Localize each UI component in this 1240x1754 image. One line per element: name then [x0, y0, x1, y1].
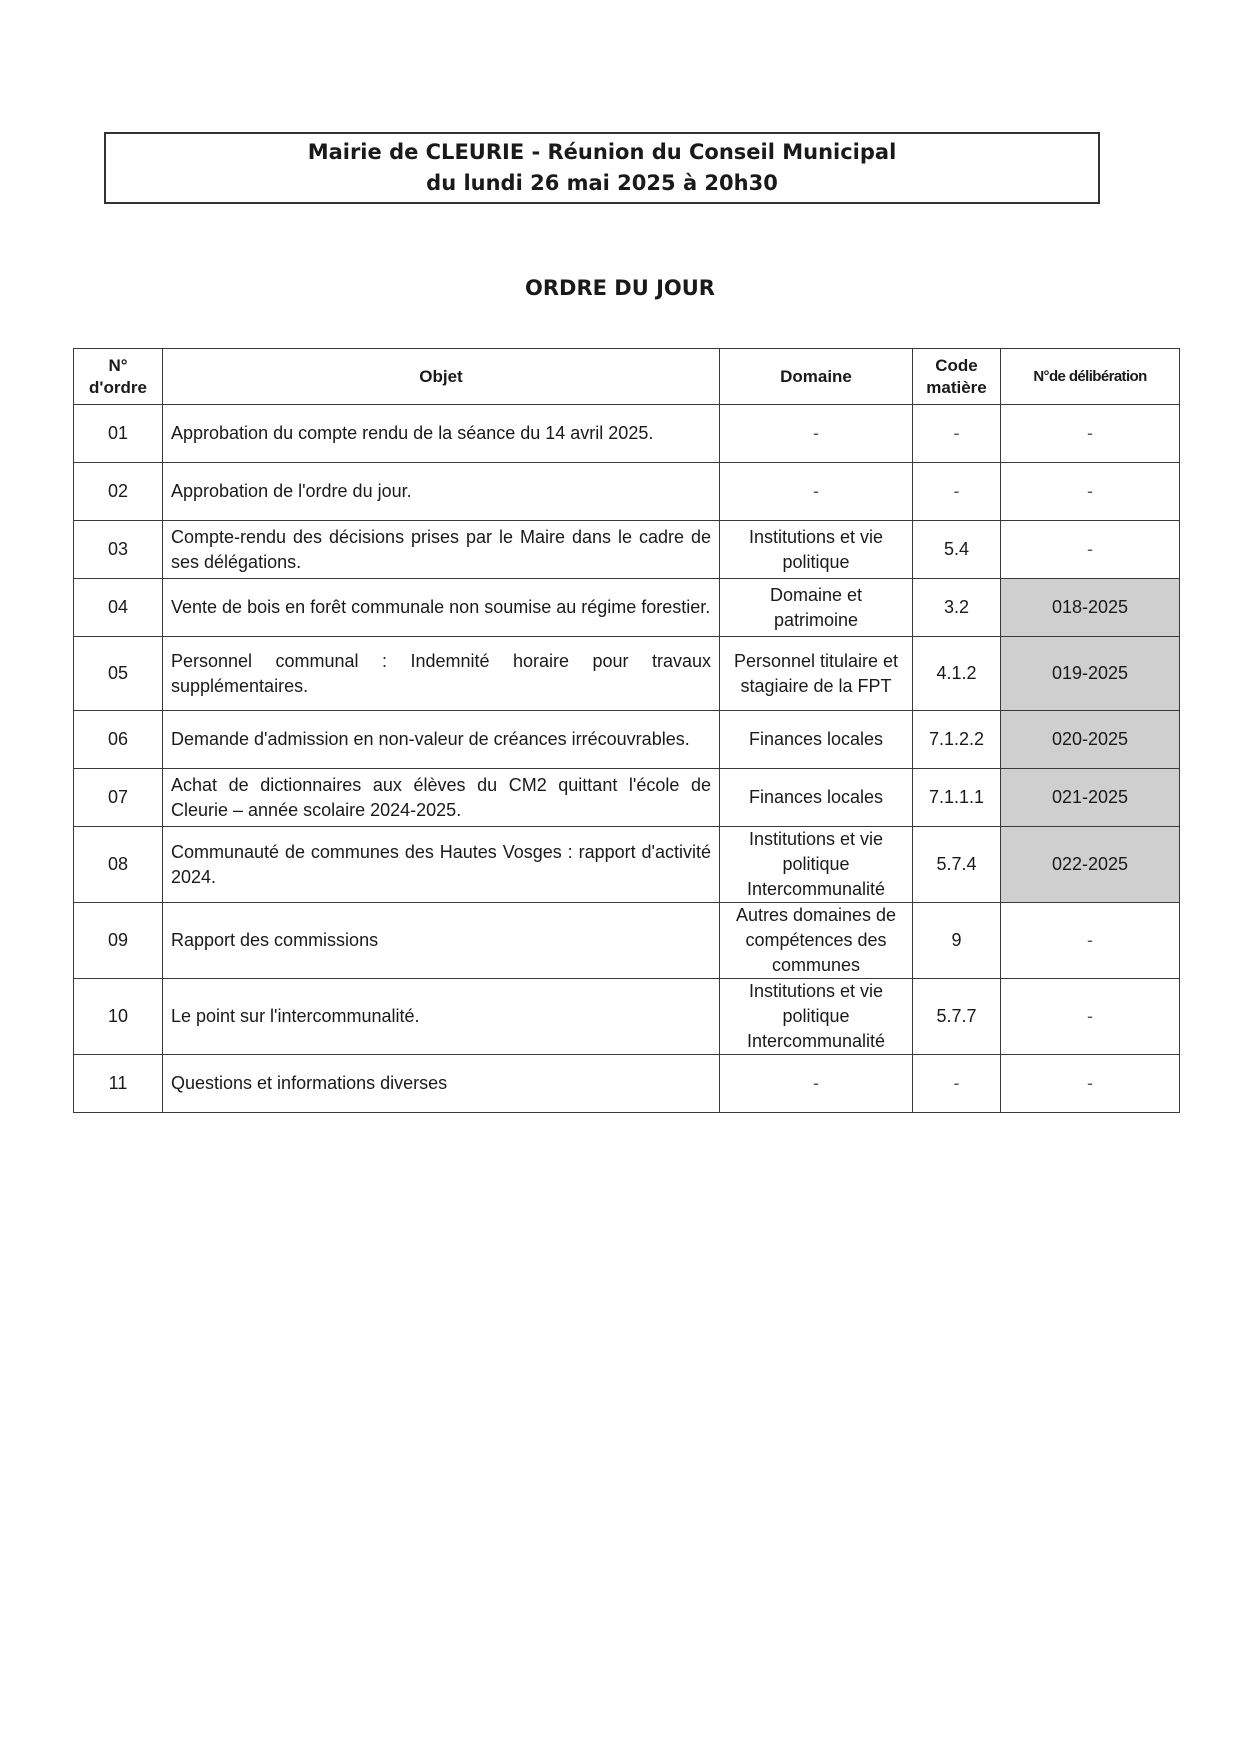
table-row	[74, 521, 1180, 579]
table-row	[74, 903, 1180, 979]
cell-code: -	[913, 1055, 1001, 1113]
cell-numero: 06	[74, 711, 163, 769]
cell-numero: 02	[74, 463, 163, 521]
table-row	[74, 579, 1180, 637]
cell-domaine: Domaine et patrimoine	[720, 579, 913, 637]
cell-domaine: Autres domaines de compétences des communes	[720, 903, 913, 979]
cell-domaine: Finances locales	[720, 769, 913, 827]
cell-objet: Compte-rendu des décisions prises par le Maire dans le cadre de ses délégations.	[163, 521, 720, 579]
table-row	[74, 1055, 1180, 1113]
cell-domaine: Personnel titulaire et stagiaire de la FPT	[720, 637, 913, 711]
cell-objet: Demande d'admission en non-valeur de créances irrécouvrables.	[163, 711, 720, 769]
cell-code: 5.4	[913, 521, 1001, 579]
table-row	[74, 711, 1180, 769]
cell-deliberation: 021-2025	[1001, 769, 1180, 827]
cell-deliberation: 020-2025	[1001, 711, 1180, 769]
cell-deliberation: 018-2025	[1001, 579, 1180, 637]
table-row	[74, 769, 1180, 827]
header-deliberation: N°de délibération	[1001, 349, 1180, 405]
cell-domaine: Finances locales	[720, 711, 913, 769]
cell-objet: Personnel communal : Indemnité horaire pour travaux supplémentaires.	[163, 637, 720, 711]
cell-numero: 11	[74, 1055, 163, 1113]
cell-objet: Approbation du compte rendu de la séance du 14 avril 2025.	[163, 405, 720, 463]
cell-deliberation: -	[1001, 463, 1180, 521]
cell-objet: Communauté de communes des Hautes Vosges : rapport d'activité 2024.	[163, 827, 720, 903]
table-row	[74, 637, 1180, 711]
agenda-table	[73, 348, 1180, 1113]
cell-deliberation: -	[1001, 979, 1180, 1055]
header-objet: Objet	[163, 349, 720, 405]
table-row	[74, 405, 1180, 463]
header-domaine: Domaine	[720, 349, 913, 405]
cell-objet: Le point sur l'intercommunalité.	[163, 979, 720, 1055]
cell-domaine: -	[720, 463, 913, 521]
cell-numero: 09	[74, 903, 163, 979]
cell-numero: 05	[74, 637, 163, 711]
header-code-line1: Code	[935, 355, 978, 375]
cell-code: 7.1.1.1	[913, 769, 1001, 827]
document-title: ORDRE DU JOUR	[525, 276, 715, 300]
cell-numero: 07	[74, 769, 163, 827]
cell-code: 4.1.2	[913, 637, 1001, 711]
cell-code: -	[913, 463, 1001, 521]
cell-numero: 04	[74, 579, 163, 637]
cell-deliberation: -	[1001, 521, 1180, 579]
cell-objet: Rapport des commissions	[163, 903, 720, 979]
cell-deliberation: -	[1001, 405, 1180, 463]
table-row	[74, 979, 1180, 1055]
cell-objet: Approbation de l'ordre du jour.	[163, 463, 720, 521]
cell-numero: 03	[74, 521, 163, 579]
header-numero-line1: N°	[108, 355, 128, 375]
cell-code: 7.1.2.2	[913, 711, 1001, 769]
cell-code: 3.2	[913, 579, 1001, 637]
table-header-row	[74, 349, 1180, 405]
table-row	[74, 463, 1180, 521]
cell-numero: 10	[74, 979, 163, 1055]
header-code-line2: matière	[926, 377, 987, 397]
header-numero	[74, 349, 163, 405]
cell-objet: Questions et informations diverses	[163, 1055, 720, 1113]
agenda-body	[74, 405, 1180, 1113]
cell-domaine: Institutions et vie politique Intercommunalité	[720, 827, 913, 903]
cell-deliberation: 019-2025	[1001, 637, 1180, 711]
cell-objet: Achat de dictionnaires aux élèves du CM2 quittant l'école de Cleurie – année scolaire 2024-2025.	[163, 769, 720, 827]
cell-domaine: Institutions et vie politique	[720, 521, 913, 579]
cell-code: 5.7.7	[913, 979, 1001, 1055]
cell-code: 9	[913, 903, 1001, 979]
cell-deliberation: 022-2025	[1001, 827, 1180, 903]
cell-deliberation: -	[1001, 903, 1180, 979]
header-numero-line2: d'ordre	[89, 377, 147, 397]
table-row	[74, 827, 1180, 903]
header-box	[104, 132, 1100, 204]
cell-code: -	[913, 405, 1001, 463]
header-code	[913, 349, 1001, 405]
cell-code: 5.7.4	[913, 827, 1001, 903]
cell-numero: 01	[74, 405, 163, 463]
cell-deliberation: -	[1001, 1055, 1180, 1113]
header-line-1: Mairie de CLEURIE - Réunion du Conseil Municipal	[307, 140, 897, 164]
header-line-2: du lundi 26 mai 2025 à 20h30	[426, 171, 778, 195]
cell-domaine: -	[720, 405, 913, 463]
cell-domaine: Institutions et vie politique Intercommunalité	[720, 979, 913, 1055]
cell-objet: Vente de bois en forêt communale non soumise au régime forestier.	[163, 579, 720, 637]
cell-domaine: -	[720, 1055, 913, 1113]
cell-numero: 08	[74, 827, 163, 903]
